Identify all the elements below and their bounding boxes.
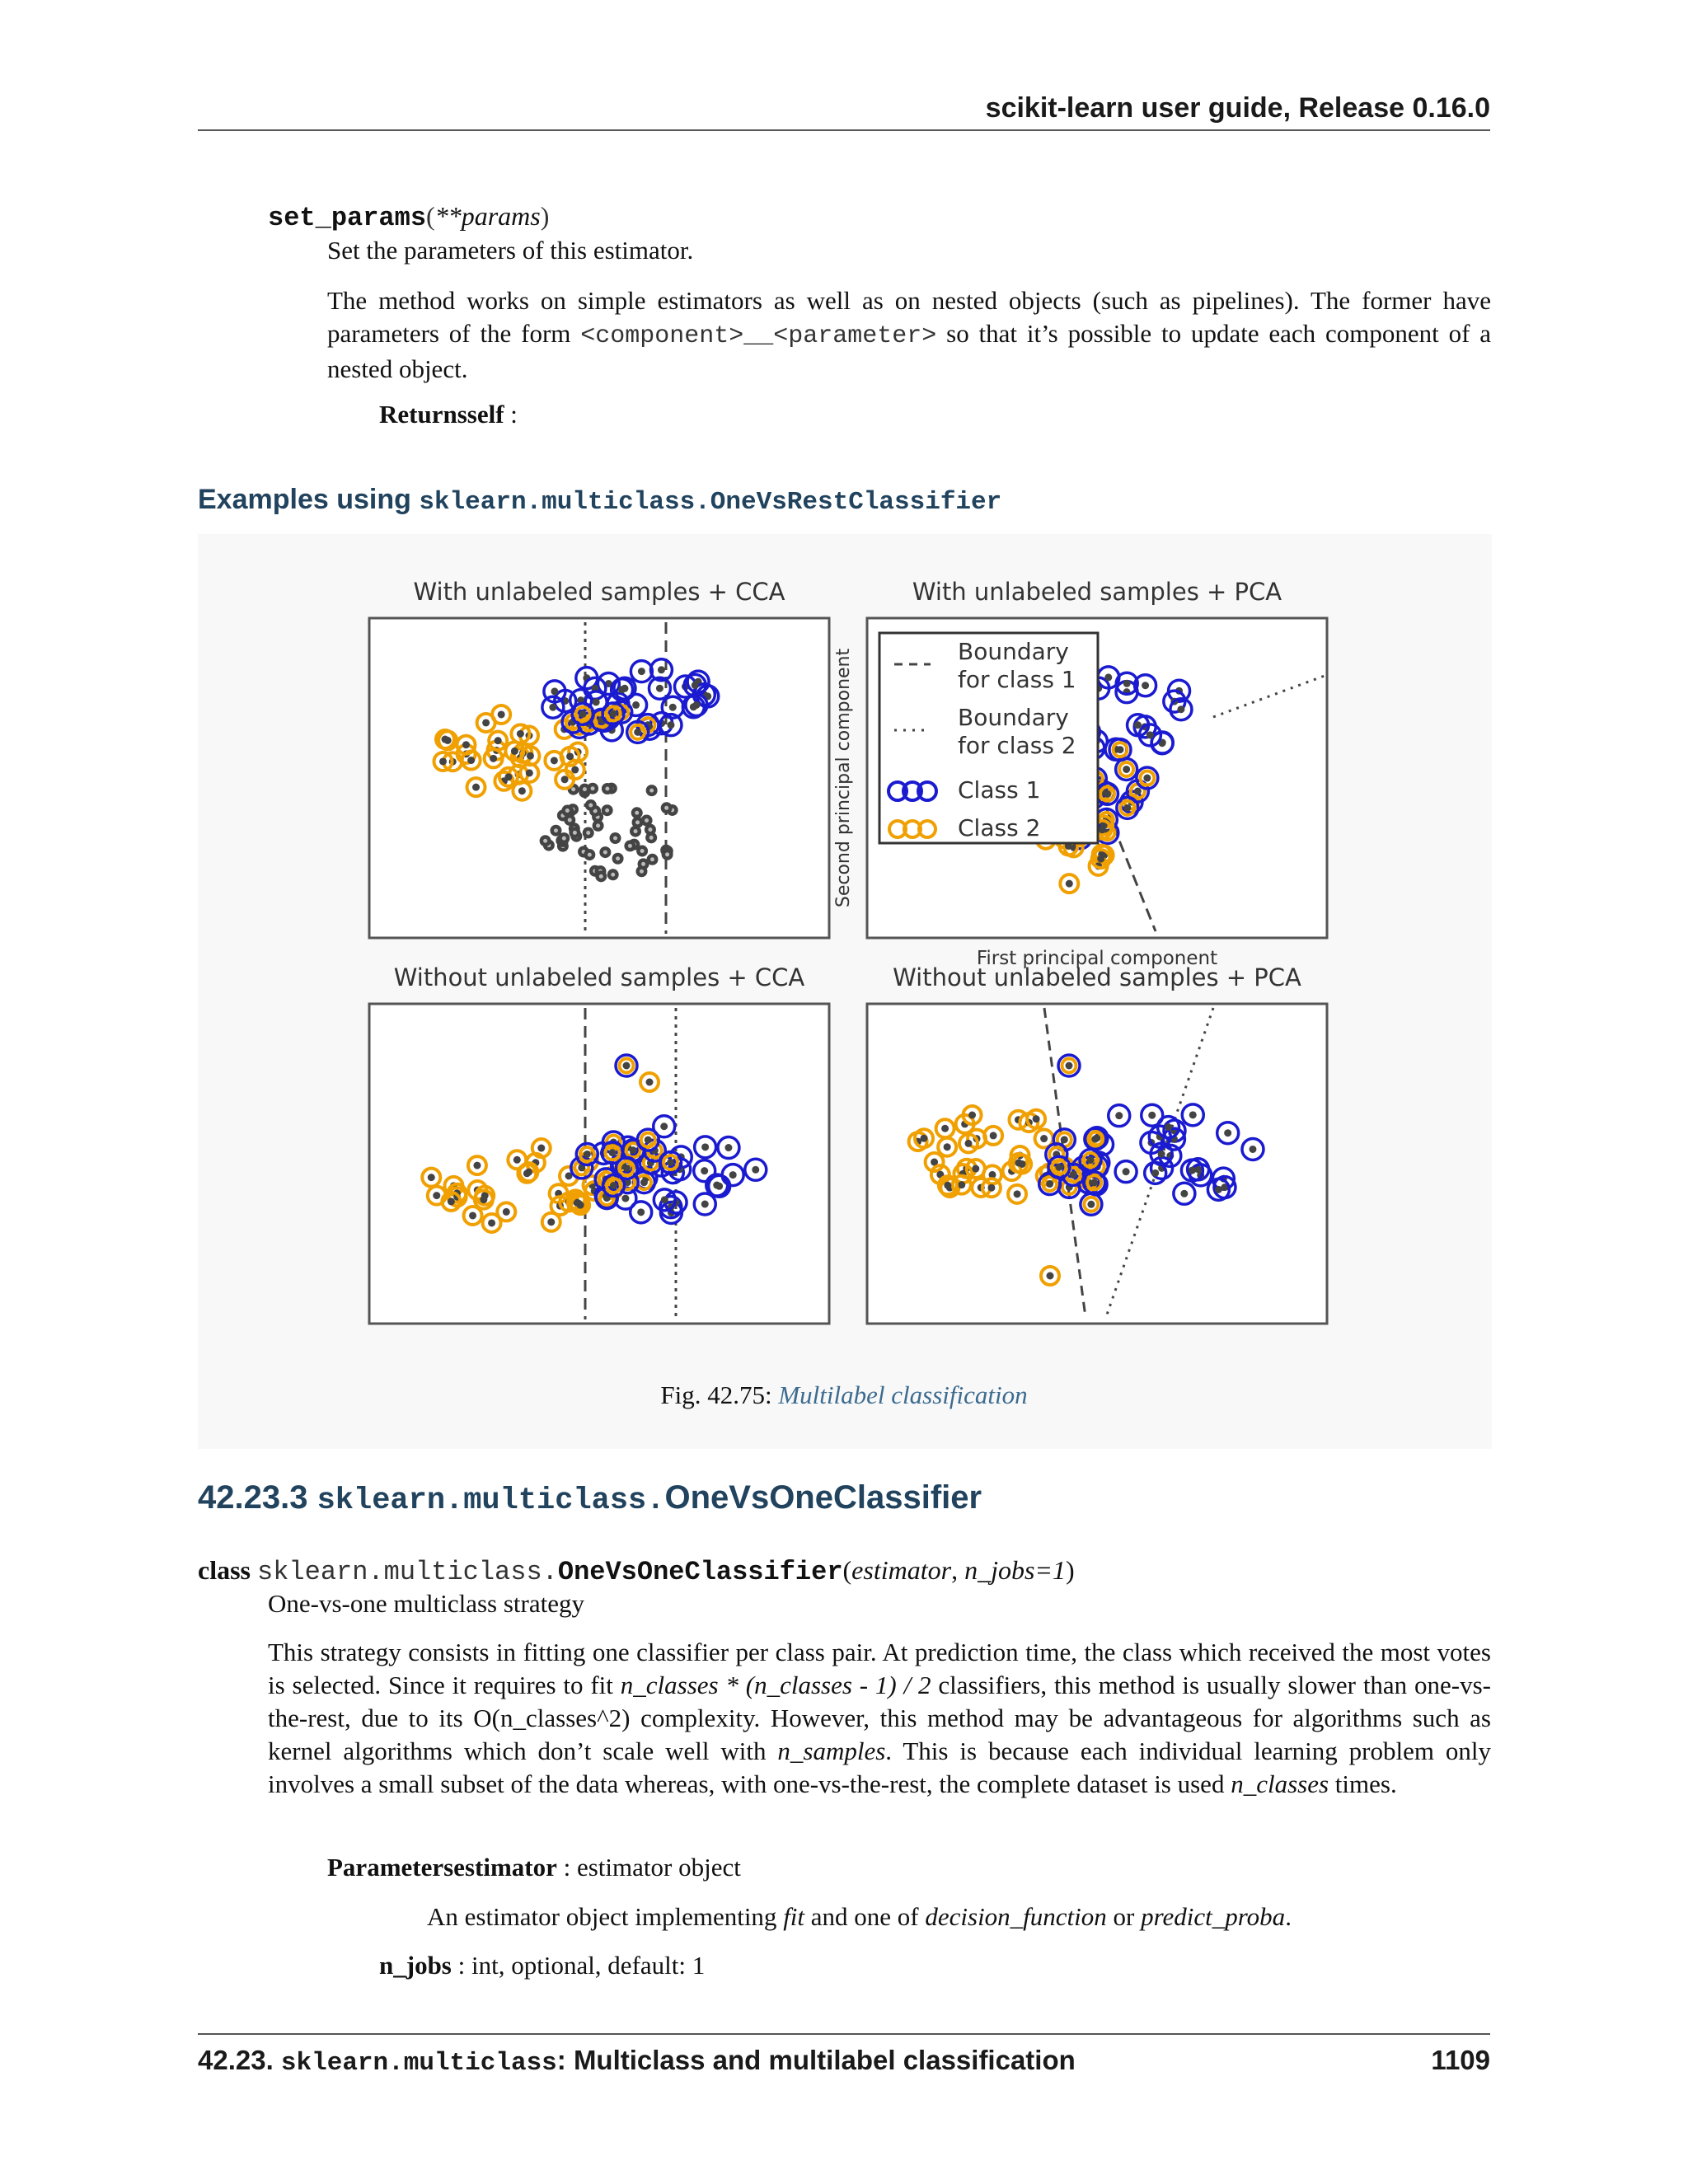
text-run: . (1285, 1902, 1292, 1931)
legend-label: Boundary (958, 638, 1069, 665)
sample-point (472, 784, 480, 791)
unlabeled-point-center (543, 839, 547, 843)
sample-point (987, 1184, 995, 1192)
sample-point (645, 1137, 652, 1144)
sample-point (1115, 1112, 1123, 1119)
method-description (327, 284, 1491, 386)
unlabeled-point-center (650, 857, 654, 861)
unlabeled-point-center (605, 786, 609, 790)
close-paren: ) (540, 201, 550, 231)
sample-point (537, 1145, 545, 1152)
class-description (268, 1636, 1491, 1801)
sample-point (490, 755, 497, 762)
footer-section (198, 2045, 1076, 2078)
multilabel-figure[interactable] (198, 534, 1492, 1366)
sample-point (1033, 1115, 1040, 1122)
njobs-parameter (379, 1951, 705, 1980)
open-paren: ( (842, 1555, 852, 1585)
panel-title: With unlabeled samples + PCA (912, 578, 1282, 606)
sample-point (944, 1143, 951, 1151)
sample-point (547, 1218, 555, 1226)
text-run: This strategy consists in fitting one classifier per class pair. At prediction time, the class which received the most votes is selected. Since it requires to fit (268, 1638, 1491, 1699)
njobs-type: : int, optional, default: 1 (451, 1951, 706, 1980)
italic-run: predict_proba (1141, 1902, 1286, 1931)
unlabeled-point-center (562, 837, 566, 841)
section-name: OneVsOneClassifier (664, 1479, 982, 1516)
unlabeled-point-center (640, 849, 645, 853)
legend-label: for class 1 (958, 666, 1076, 693)
sample-point (1070, 1171, 1077, 1179)
sample-point (724, 1144, 732, 1151)
unlabeled-point-center (573, 831, 577, 835)
sample-point (551, 757, 558, 764)
footer-module: sklearn.multiclass (280, 2049, 557, 2078)
unlabeled-point-center (649, 789, 654, 793)
unlabeled-point-center (635, 811, 639, 815)
sample-point (575, 1200, 583, 1207)
sample-point (692, 682, 699, 689)
sample-point (511, 748, 518, 755)
footer-rule (198, 2033, 1490, 2035)
unlabeled-point-center (571, 787, 575, 791)
arg-comma: , (951, 1555, 965, 1585)
unlabeled-point-center (568, 818, 572, 822)
unlabeled-point-center (640, 869, 644, 874)
sample-point (701, 1143, 709, 1151)
method-signature (268, 201, 549, 233)
unlabeled-point-center (588, 853, 592, 857)
sample-point (518, 787, 526, 794)
parameters-field (327, 1853, 741, 1882)
sample-point (462, 741, 470, 748)
unlabeled-point-center (665, 852, 669, 856)
sample-point (1143, 775, 1151, 782)
returns-field (379, 400, 518, 429)
italic-run: decision_function (925, 1902, 1107, 1931)
unlabeled-point-center (605, 808, 609, 813)
sample-point (1040, 1135, 1048, 1142)
italic-run: n_classes * (n_classes - 1) / 2 (620, 1671, 931, 1699)
sample-point (634, 729, 641, 736)
x-axis-label: First principal component (976, 948, 1218, 969)
text-run: or (1106, 1902, 1142, 1931)
sample-point (658, 666, 665, 673)
unlabeled-point-center (603, 851, 607, 855)
unlabeled-point-center (645, 818, 649, 823)
sample-point (621, 685, 628, 692)
sample-point (667, 1159, 674, 1166)
unlabeled-point-center (648, 827, 652, 832)
sample-point (448, 1197, 455, 1205)
footer-number: 42.23. (198, 2045, 281, 2075)
text-run: An estimator object implementing (427, 1902, 784, 1931)
unlabeled-point-center (586, 831, 590, 835)
sample-point (527, 752, 534, 760)
panel-title: Without unlabeled samples + PCA (893, 963, 1301, 991)
sample-point (621, 1195, 629, 1202)
sample-point (1087, 1156, 1095, 1164)
unlabeled-point-center (649, 836, 654, 840)
sample-point (972, 1165, 979, 1173)
sample-point (669, 704, 677, 711)
sample-point (495, 737, 502, 744)
sample-point (1180, 1190, 1188, 1197)
unlabeled-point-center (591, 786, 595, 790)
sample-point (503, 1208, 510, 1216)
sample-point (549, 704, 556, 711)
sample-point (964, 1140, 972, 1147)
italic-run: n_samples (777, 1736, 886, 1765)
sample-point (968, 1112, 976, 1119)
legend-label: Class 1 (958, 776, 1041, 804)
caption-link[interactable]: Multilabel classification (778, 1380, 1028, 1409)
legend-label: for class 2 (958, 732, 1076, 759)
sample-point (1091, 1136, 1099, 1143)
sample-point (469, 1212, 476, 1219)
text-run: and one of (804, 1902, 926, 1931)
sample-point (692, 701, 700, 709)
sample-point (1158, 1151, 1165, 1158)
sample-point (1046, 1180, 1053, 1188)
unlabeled-point-center (565, 808, 570, 813)
sample-point (646, 1079, 654, 1086)
text-run: times. (1329, 1769, 1397, 1798)
sample-point (1134, 721, 1142, 729)
sample-point (1014, 1190, 1021, 1197)
parameters-label: Parametersestimator (327, 1853, 557, 1882)
sample-point (526, 769, 533, 776)
unlabeled-point-center (634, 829, 638, 833)
unlabeled-point-center (613, 837, 617, 841)
sample-point (610, 1182, 617, 1189)
sample-point (701, 1201, 709, 1208)
sample-point (715, 1183, 723, 1190)
sample-point (1148, 1112, 1156, 1119)
class-signature (198, 1555, 1075, 1587)
caption-prefix: Fig. 42.75: (660, 1380, 779, 1409)
sample-point (551, 687, 558, 695)
sample-point (1249, 1146, 1256, 1153)
estimator-description (427, 1902, 1292, 1932)
plot-panel (369, 618, 829, 938)
sample-point (729, 1171, 737, 1179)
heading-code-link[interactable]: sklearn.multiclass.OneVsRestClassifier (419, 488, 1002, 517)
sample-point (660, 1122, 668, 1130)
inline-code: <component>__<parameter> (580, 322, 937, 350)
sample-point (1066, 880, 1073, 888)
sample-point (638, 668, 645, 675)
returns-sep: : (504, 400, 518, 429)
sample-point (482, 719, 490, 726)
sample-point (1165, 1123, 1172, 1131)
sample-point (504, 773, 512, 780)
sample-point (667, 721, 674, 729)
figure-plots (369, 578, 1327, 1324)
italic-run: fit (783, 1902, 805, 1931)
sample-point (1123, 1168, 1130, 1175)
sample-point (941, 1125, 949, 1132)
legend-label: Class 2 (958, 814, 1041, 841)
sample-point (480, 1196, 487, 1203)
class-summary: One-vs-one multiclass strategy (268, 1589, 584, 1618)
sample-point (525, 1169, 532, 1176)
sample-point (1055, 1164, 1062, 1171)
examples-heading (198, 484, 1001, 517)
sample-point (990, 1132, 997, 1139)
sample-point (579, 710, 587, 718)
sample-point (661, 1196, 668, 1203)
text-run: so that it’s possible to update each component of a nested object. (327, 319, 1491, 383)
open-paren: ( (426, 201, 435, 231)
sample-point (752, 1166, 759, 1174)
unlabeled-point-center (611, 873, 615, 877)
italic-run: n_classes (1231, 1769, 1329, 1798)
sample-point (1099, 826, 1106, 833)
sample-point (958, 1181, 965, 1188)
section-heading (198, 1479, 982, 1518)
close-paren: ) (1066, 1555, 1075, 1585)
sample-point (609, 1149, 617, 1156)
sample-point (561, 776, 569, 783)
njobs-label: n_jobs (379, 1951, 452, 1980)
header-rule (198, 129, 1490, 131)
sample-point (701, 1167, 708, 1174)
sample-point (630, 1146, 637, 1154)
sample-point (656, 685, 663, 692)
sample-point (1061, 1136, 1068, 1143)
unlabeled-point-center (583, 787, 587, 791)
text-run: classifiers, this method is usually slower than one-vs-the-rest, due to its O(n_classes^2) complexity. However, this method may be advantageous for algorithms such as kernel algorithms which don’t scale well with (268, 1671, 1491, 1765)
sample-point (921, 1135, 928, 1142)
sample-point (1134, 788, 1142, 795)
sample-point (584, 1151, 591, 1158)
sample-point (623, 1062, 631, 1070)
class-arg-njobs: n_jobs=1 (964, 1555, 1066, 1585)
sample-point (1104, 790, 1111, 798)
method-name: set_params (268, 203, 427, 233)
unlabeled-point-center (664, 806, 668, 810)
sample-point (1123, 766, 1130, 773)
unlabeled-point-center (588, 803, 593, 807)
sample-point (498, 710, 505, 718)
unlabeled-point-center (554, 828, 558, 832)
sample-point (1087, 1201, 1095, 1208)
section-module: sklearn.multiclass. (316, 1483, 665, 1518)
y-axis-label: Second principal component (833, 648, 854, 908)
sample-point (1189, 1167, 1196, 1174)
sample-point (1224, 1129, 1231, 1137)
sample-point (1097, 855, 1104, 863)
sample-point (1104, 673, 1112, 681)
class-module: sklearn.multiclass. (257, 1557, 558, 1587)
class-keyword: class (198, 1555, 251, 1585)
sample-point (1123, 680, 1131, 687)
heading-text: Examples using (198, 484, 420, 515)
panel-title: Without unlabeled samples + CCA (393, 963, 805, 991)
sample-point (1015, 1159, 1022, 1166)
returns-label: Returnsself (379, 400, 504, 429)
sample-point (944, 1182, 951, 1189)
sample-point (637, 1208, 645, 1216)
unlabeled-point-center (599, 874, 603, 879)
sample-point (513, 1156, 521, 1164)
sample-point (1047, 1272, 1054, 1280)
sample-point (1215, 1186, 1222, 1193)
panel-title: With unlabeled samples + CCA (413, 578, 785, 606)
sample-point (1090, 1179, 1098, 1186)
sample-point (517, 730, 524, 738)
sample-point (488, 1219, 495, 1226)
sample-point (442, 736, 449, 743)
sample-point (1142, 682, 1149, 689)
footer-title: : Multiclass and multilabel classification (556, 2045, 1076, 2075)
sample-point (1066, 1062, 1073, 1070)
unlabeled-point-center (628, 844, 632, 848)
method-args: **params (434, 201, 541, 231)
sample-point (433, 1192, 440, 1199)
sample-point (640, 1179, 648, 1186)
sample-point (473, 1162, 481, 1169)
figure-caption (0, 1380, 1688, 1410)
text-run: The method works on simple estimators as well as on nested objects (such as pipelines). The former have parameters of the form (327, 286, 1491, 348)
sample-point (428, 1174, 435, 1181)
sample-point (1177, 705, 1184, 713)
running-header: scikit-learn user guide, Release 0.16.0 (985, 92, 1490, 124)
sample-point (623, 1165, 631, 1172)
sample-point (439, 757, 447, 765)
class-arg-estimator: estimator (851, 1555, 952, 1585)
section-number: 42.23.3 (198, 1479, 308, 1516)
sample-point (1151, 1169, 1159, 1177)
sample-point (593, 698, 600, 705)
parameter-type: : estimator object (556, 1853, 741, 1882)
sample-point (1123, 804, 1131, 812)
unlabeled-point-center (635, 820, 640, 824)
unlabeled-point-center (616, 856, 620, 860)
text-run: . This is because each individual learning problem only involves a small subset of the data whereas, with one-vs-the-rest, the complete dataset is used (268, 1736, 1491, 1798)
method-summary: Set the parameters of this estimator. (327, 236, 694, 265)
legend-label: Boundary (958, 704, 1069, 731)
unlabeled-point-center (596, 823, 600, 827)
sample-point (610, 710, 617, 717)
sample-point (1189, 1111, 1197, 1118)
sample-point (1116, 746, 1123, 753)
class-name: OneVsOneClassifier (557, 1557, 843, 1587)
unlabeled-point-center (641, 862, 645, 866)
sample-point (566, 752, 574, 760)
sample-point (467, 757, 475, 764)
page-number: 1109 (1431, 2045, 1490, 2075)
sample-point (632, 701, 640, 709)
